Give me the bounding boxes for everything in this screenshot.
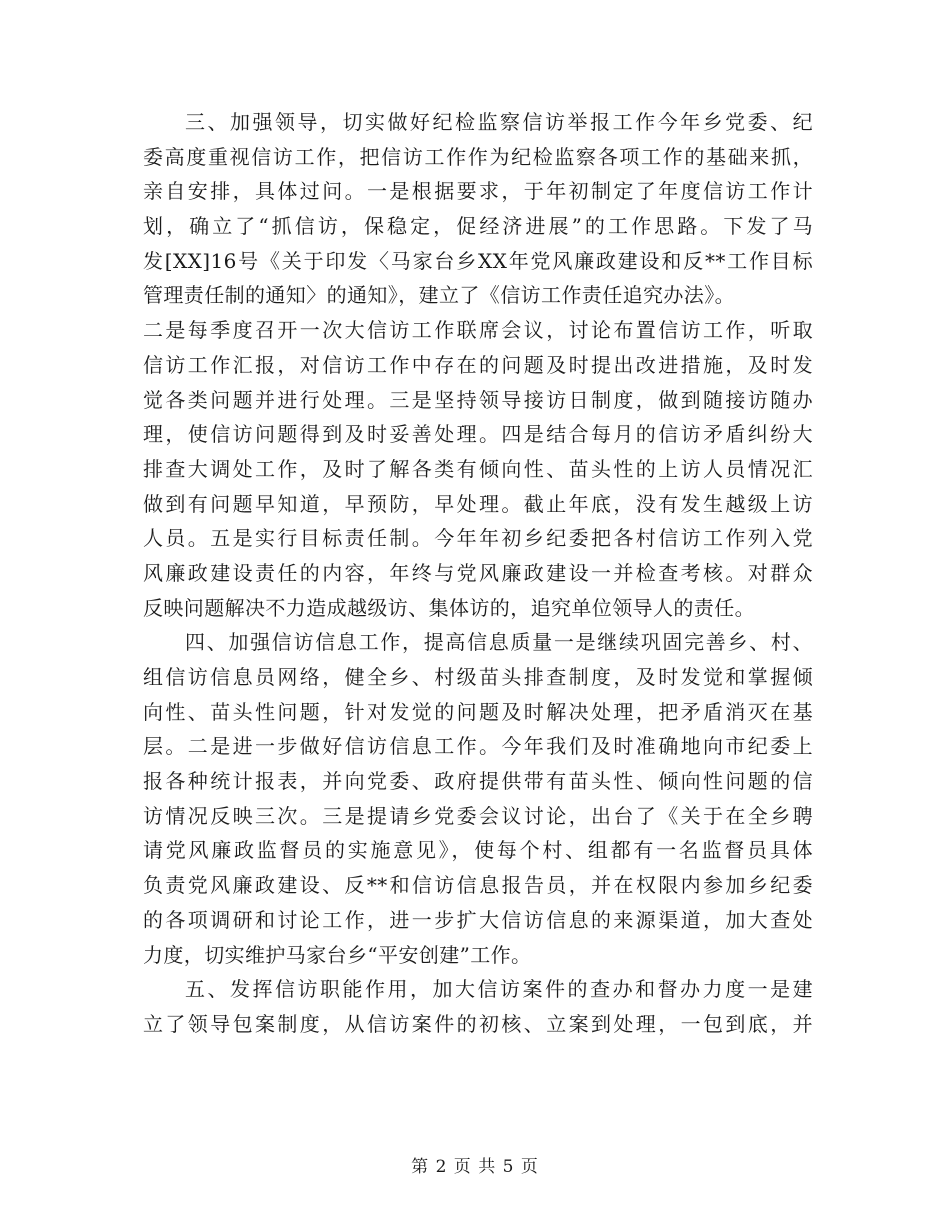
paragraph-3-line-15: 反映问题解决不力造成越级访、集体访的，追究单位领导人的责任。 bbox=[143, 595, 755, 620]
paragraph-3-line-10: 理，使信访问题得到及时妥善处理。四是结合每月的信访矛盾纠纷大 bbox=[143, 422, 813, 447]
paragraph-3-line-11: 排查大调处工作，及时了解各类有倾向性、苗头性的上访人员情况汇 bbox=[143, 456, 813, 481]
paragraph-4-line-7: 请党风廉政监督员的实施意见》，使每个村、组都有一名监督员具体 bbox=[143, 838, 813, 863]
paragraph-5-line-1: 五、发挥信访职能作用，加大信访案件的查办和督办力度一是建 bbox=[185, 977, 813, 1002]
paragraph-4-line-6: 访情况反映三次。三是提请乡党委会议讨论，出台了《关于在全乡聘 bbox=[143, 803, 813, 828]
document-body bbox=[143, 105, 813, 1042]
paragraph-3-line-6: 管理责任制的通知〉的通知》，建立了《信访工作责任追究办法》。 bbox=[143, 283, 735, 308]
paragraph-3-line-3: 亲自安排，具体过问。一是根据要求，于年初制定了年度信访工作计 bbox=[143, 179, 813, 204]
paragraph-4-line-8: 负责党风廉政建设、反**和信访信息报告员，并在权限内参加乡纪委 bbox=[143, 873, 813, 898]
paragraph-3-line-7: 二是每季度召开一次大信访工作联席会议，讨论布置信访工作，听取 bbox=[143, 318, 813, 343]
page-number-footer: 第 2 页 共 5 页 bbox=[411, 1157, 539, 1177]
paragraph-4-line-4: 层。二是进一步做好信访信息工作。今年我们及时准确地向市纪委上 bbox=[143, 734, 813, 759]
paragraph-3-line-8: 信访工作汇报，对信访工作中存在的问题及时提出改进措施，及时发 bbox=[143, 352, 813, 377]
paragraph-4-line-1: 四、加强信访信息工作，提高信息质量一是继续巩固完善乡、村、 bbox=[185, 630, 813, 655]
paragraph-3-line-14: 风廉政建设责任的内容，年终与党风廉政建设一并检查考核。对群众 bbox=[143, 560, 813, 585]
paragraph-5-line-2: 立了领导包案制度，从信访案件的初核、立案到处理，一包到底，并 bbox=[143, 1011, 813, 1036]
paragraph-3-line-13: 人员。五是实行目标责任制。今年年初乡纪委把各村信访工作列入党 bbox=[143, 526, 813, 551]
paragraph-3-line-5: 发[XX]16号《关于印发〈马家台乡XX年党风廉政建设和反**工作目标 bbox=[143, 248, 813, 273]
paragraph-3-line-1: 三、加强领导，切实做好纪检监察信访举报工作今年乡党委、纪 bbox=[185, 110, 813, 134]
paragraph-3-line-9: 觉各类问题并进行处理。三是坚持领导接访日制度，做到随接访随办 bbox=[143, 387, 813, 412]
paragraph-3-line-12: 做到有问题早知道，早预防，早处理。截止年底，没有发生越级上访 bbox=[143, 491, 813, 516]
paragraph-3-line-4: 划，确立了“抓信访，保稳定，促经济进展”的工作思路。下发了马 bbox=[143, 214, 813, 239]
paragraph-4-line-9: 的各项调研和讨论工作，进一步扩大信访信息的来源渠道，加大查处 bbox=[143, 907, 813, 932]
paragraph-4-line-10: 力度，切实维护马家台乡“平安创建”工作。 bbox=[143, 942, 532, 967]
paragraph-4-line-3: 向性、苗头性问题，针对发觉的问题及时解决处理，把矛盾消灭在基 bbox=[143, 699, 813, 724]
paragraph-3-line-2: 委高度重视信访工作，把信访工作作为纪检监察各项工作的基础来抓， bbox=[143, 144, 813, 169]
paragraph-4-line-2: 组信访信息员网络，健全乡、村级苗头排查制度，及时发觉和掌握倾 bbox=[143, 665, 813, 689]
paragraph-4-line-5: 报各种统计报表，并向党委、政府提供带有苗头性、倾向性问题的信 bbox=[143, 769, 813, 794]
